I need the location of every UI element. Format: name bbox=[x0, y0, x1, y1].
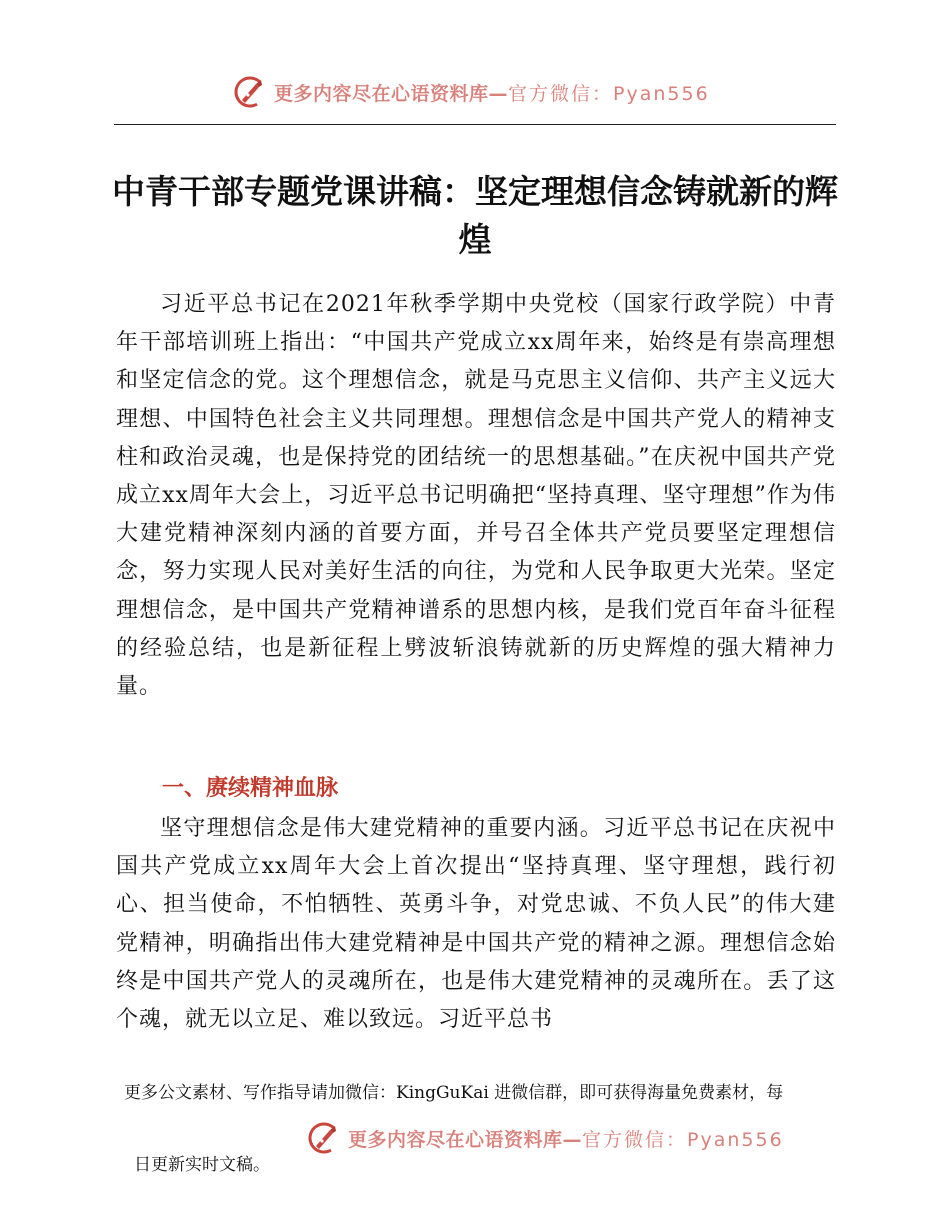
footer-banner-wechat-label: 官方微信： bbox=[582, 1128, 688, 1151]
footer-banner-site: 更多内容尽在心语资料库— bbox=[348, 1128, 583, 1151]
body-paragraph-1: 习近平总书记在2021年秋季学期中央党校（国家行政学院）中青年干部培训班上指出：“中国共产党成立xx周年来，始终是有崇高理想和坚定信念的党。这个理想信念，就是马克思主义信仰、共产主义远大理想、中国特色社会主义共同理想。理想信念是中国共产党人的精神支柱和政治灵魂，也是保持党的团结统一的思想基础。”在庆祝中国共产党成立xx周年大会上，习近平总书记明确把“坚持真理、坚守理想”作为伟大建党精神深刻内涵的首要方面，并号召全体共产党员要坚定理想信念，努力实现人民对美好生活的向往，为党和人民争取更大光荣。坚定理想信念，是中国共产党精神谱系的思想内核，是我们党百年奋斗征程的经验总结，也是新征程上劈波斩浪铸就新的历史辉煌的强大精神力量。 bbox=[116, 292, 836, 700]
section-heading-1: 一、赓续精神血脉 bbox=[162, 776, 339, 801]
footer-note-line-1: 更多公文素材、写作指导请加微信：KingGuKai 进微信群，即可获得海量免费素材，每 bbox=[124, 1083, 784, 1103]
header-watermark-banner bbox=[232, 70, 710, 114]
document-title: 中青干部专题党课讲稿：坚定理想信念铸就新的辉煌 bbox=[112, 172, 838, 259]
header-banner-text bbox=[274, 79, 710, 106]
pen-nib-logo-icon bbox=[306, 1120, 342, 1156]
header-banner-wechat-label: 官方微信： bbox=[508, 82, 614, 105]
pen-nib-logo-icon bbox=[232, 74, 268, 110]
body-paragraph-2: 坚守理想信念是伟大建党精神的重要内涵。习近平总书记在庆祝中国共产党成立xx周年大会上首次提出“坚持真理、坚守理想，践行初心、担当使命，不怕牺牲、英勇斗争，对党忠诚、不负人民”的伟大建党精神，明确指出伟大建党精神是中国共产党的精神之源。理想信念始终是中国共产党人的灵魂所在，也是伟大建党精神的灵魂所在。丢了这个魂，就无以立足、难以致远。习近平总书 bbox=[116, 816, 836, 1033]
footer-watermark-banner bbox=[306, 1116, 784, 1160]
footer-banner-text bbox=[348, 1125, 784, 1152]
footer-note-line-2: 日更新实时文稿。 bbox=[134, 1155, 270, 1175]
footer-banner-wechat-id: Pyan556 bbox=[687, 1128, 784, 1151]
header-banner-site: 更多内容尽在心语资料库— bbox=[274, 82, 509, 105]
header-divider bbox=[114, 124, 836, 125]
header-banner-wechat-id: Pyan556 bbox=[613, 82, 710, 105]
